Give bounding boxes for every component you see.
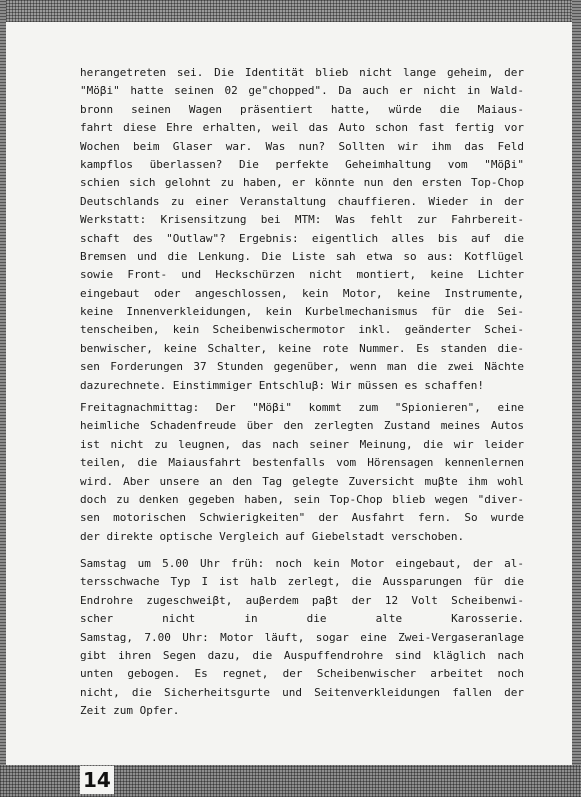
text-line: dazurechnete. Einstimmiger Entschluβ: Wir müssen es schaffen! (80, 378, 484, 392)
text-line: Deutschlands zu einer Veranstaltung chauffieren. Wieder in der (80, 194, 524, 208)
text-line: bronn seinen Wagen präsentiert hatte, würde die Maiaus- (80, 102, 524, 116)
text-line: Zeit zum Opfer. (80, 704, 180, 718)
text-line: Samstag um 5.00 Uhr früh: noch kein Motor eingebaut, der al- (80, 557, 524, 570)
text-line: Samstag, 7.00 Uhr: Motor läuft, sogar eine Zwei-Vergaseranlage (80, 630, 524, 644)
text-line: nicht, die Sicherheitsgurte und Seitenverkleidungen fallen der (80, 685, 524, 699)
text-line: schaft des "Outlaw"? Ergebnis: eigentlich alles bis auf die (80, 231, 524, 245)
text-line: wird. Aber unsere an den Tag gelegte Zuversicht muβte ihm wohl (80, 474, 524, 488)
text-line: unten gebogen. Es regnet, der Scheibenwischer arbeitet noch (80, 667, 524, 681)
text-line: fahrt diese Ehre erhalten, weil das Auto schon fast fertig vor (80, 121, 524, 135)
text-line: Freitagnachmittag: Der "Möβi" kommt zum "Spionieren", eine (80, 401, 524, 414)
text-line: kampflos überlassen? Die perfekte Geheimhaltung vom "Möβi" (80, 157, 524, 171)
text-line: benwischer, keine Schalter, keine rote Nummer. Es standen die- (80, 341, 524, 355)
paragraph-1 (80, 64, 524, 395)
text-line: sowie Front- und Heckschürzen nicht montiert, keine Lichter (80, 268, 524, 282)
scan-border-top (0, 0, 581, 22)
scan-border-right (572, 0, 581, 797)
text-line: keine Innenverkleidungen, kein Kurbelmechanismus für die Sei- (80, 305, 524, 319)
text-line: "Möβi" hatte seinen 02 ge"chopped". Da auch er nicht in Wald- (80, 84, 524, 98)
text-line: sen motorischen Schwierigkeiten" der Ausfahrt fern. So wurde (80, 511, 524, 525)
text-line: teilen, die Maiausfahrt bestenfalls vom Hörensagen kennenlernen (80, 456, 524, 470)
scan-border-left (0, 0, 6, 797)
text-line: Wochen beim Glaser war. Was nun? Sollten wir ihm das Feld (80, 139, 524, 153)
page-number: 14 (80, 766, 114, 794)
text-line: sen Forderungen 37 Stunden gegenüber, wenn man die zwei Nächte (80, 360, 524, 374)
text-line: Werkstatt: Krisensitzung bei MTM: Was fehlt zur Fahrbereit- (80, 213, 524, 227)
text-line: Bremsen und die Lenkung. Die Liste sah etwa so aus: Kotflügel (80, 249, 524, 263)
text-line: tersschwache Typ I ist halb zerlegt, die Aussparungen für die (80, 575, 524, 589)
text-line: Endrohre zugeschweiβt, auβerdem paβt der 12 Volt Scheibenwi- (80, 593, 524, 607)
text-line: herangetreten sei. Die Identität blieb nicht lange geheim, der (80, 66, 524, 79)
text-line: schien sich gelohnt zu haben, er könnte nun den ersten Top-Chop (80, 176, 524, 190)
paragraph-2 (80, 399, 524, 546)
text-line: ist nicht zu leugnen, das nach seiner Meinung, die wir leider (80, 437, 524, 451)
text-line: gibt ihren Segen dazu, die Auspuffendrohre sind kläglich nach (80, 648, 524, 662)
text-line: doch zu denken gegeben haben, sein Top-Chop blieb wegen "diver- (80, 492, 524, 506)
text-line: heimliche Schadenfreude über den zerlegten Zustand meines Autos (80, 419, 524, 433)
text-line: scher nicht in die alte Karosserie. (80, 612, 524, 626)
paragraph-3 (80, 555, 524, 721)
text-line: eingebaut oder angeschlossen, kein Motor, keine Instrumente, (80, 286, 524, 300)
text-line: der direkte optische Vergleich auf Giebelstadt verschoben. (80, 529, 465, 543)
text-line: tenscheiben, kein Scheibenwischermotor inkl. geänderter Schei- (80, 323, 524, 337)
